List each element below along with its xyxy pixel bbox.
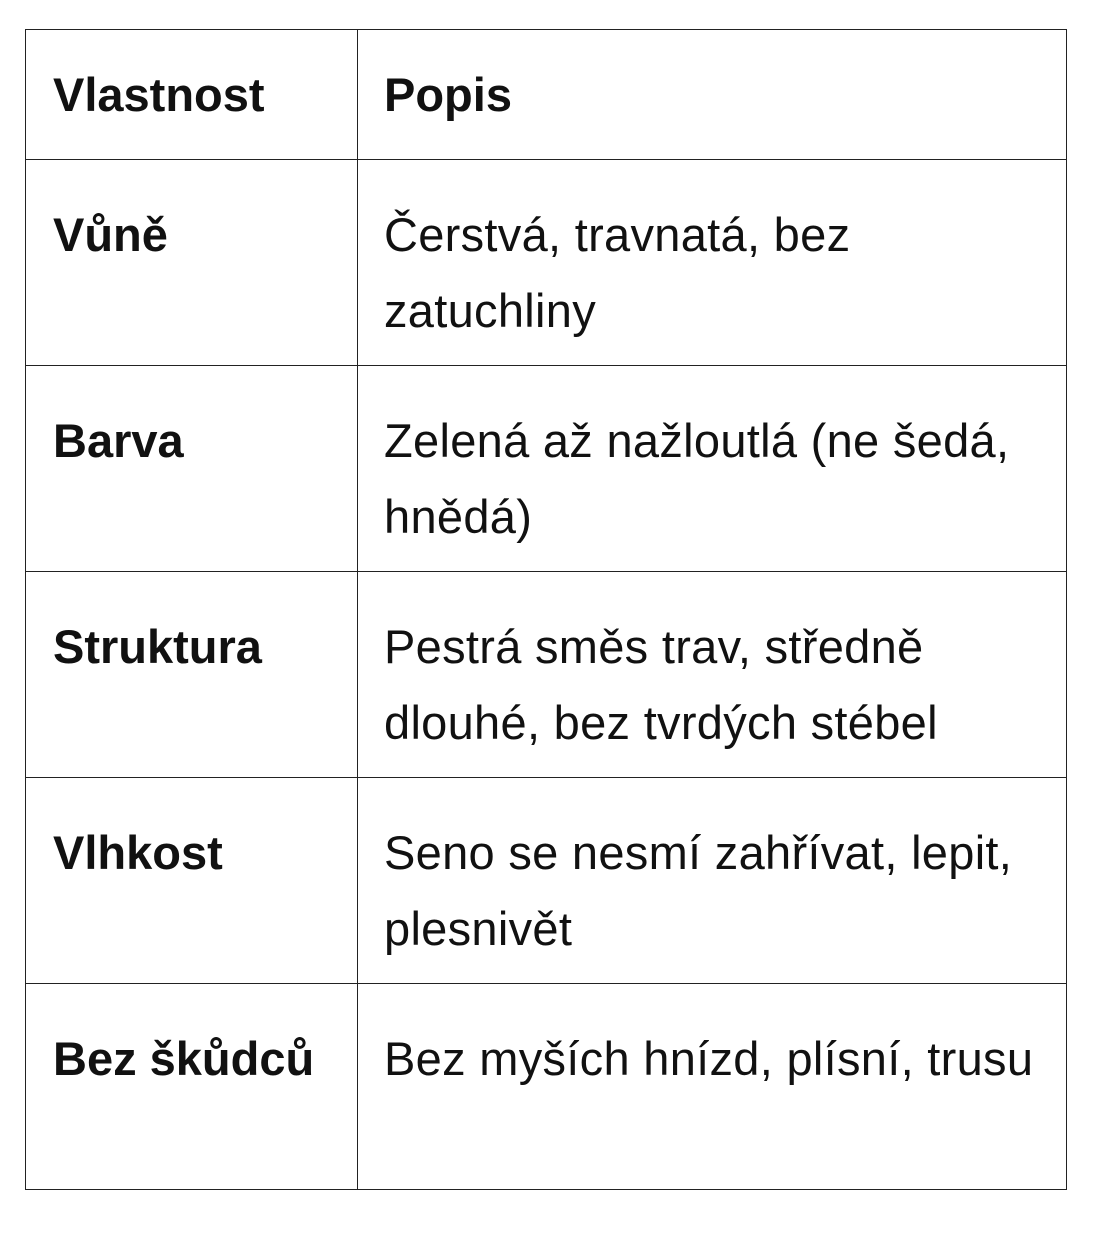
property-cell: Struktura — [26, 572, 358, 778]
table-row — [26, 160, 1067, 366]
property-cell: Vůně — [26, 160, 358, 366]
property-cell: Barva — [26, 366, 358, 572]
table-row — [26, 366, 1067, 572]
description-cell: Bez myších hnízd, plísní, trusu — [358, 984, 1067, 1190]
property-cell: Vlhkost — [26, 778, 358, 984]
header-description: Popis — [358, 30, 1067, 160]
property-cell: Bez škůdců — [26, 984, 358, 1190]
table-header-row — [26, 30, 1067, 160]
description-cell: Čerstvá, travnatá, bez zatuchliny — [358, 160, 1067, 366]
properties-table — [25, 29, 1067, 1190]
table-row — [26, 984, 1067, 1190]
header-property: Vlastnost — [26, 30, 358, 160]
table-row — [26, 778, 1067, 984]
description-cell: Pestrá směs trav, středně dlouhé, bez tvrdých stébel — [358, 572, 1067, 778]
description-cell: Seno se nesmí zahřívat, lepit, plesnivět — [358, 778, 1067, 984]
table-row — [26, 572, 1067, 778]
description-cell: Zelená až nažloutlá (ne šedá, hnědá) — [358, 366, 1067, 572]
